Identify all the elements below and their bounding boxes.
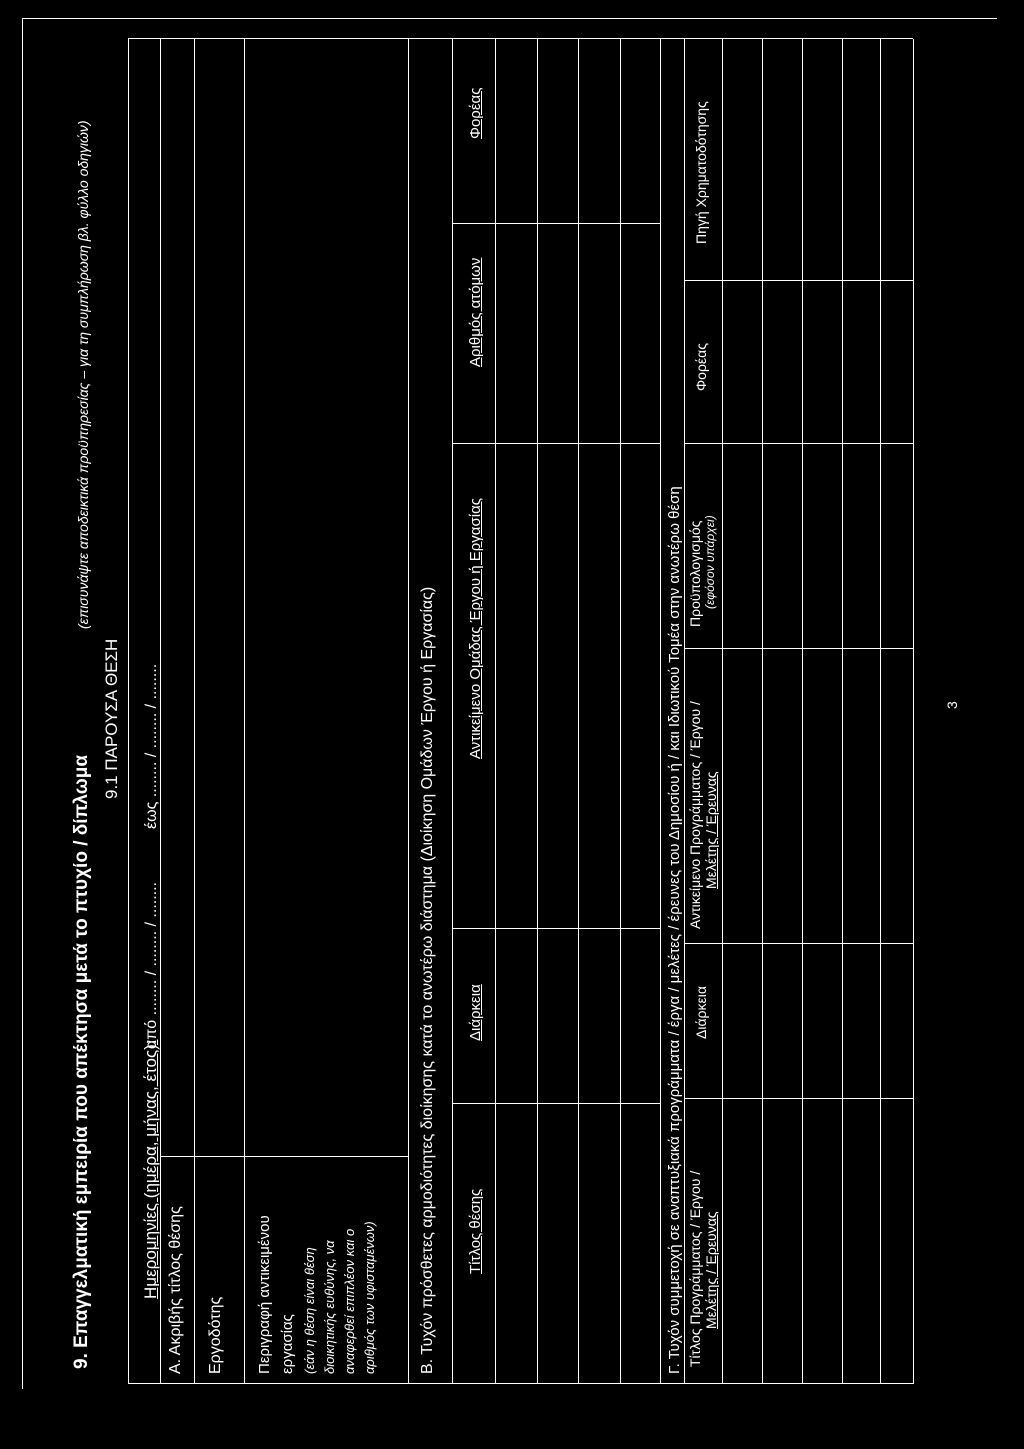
job-title-row-line bbox=[194, 39, 195, 1384]
part-b-row-line-1 bbox=[495, 39, 496, 1384]
part-b-col-subject: Αντικείμενο Ομάδας Έργου ή Εργασίας bbox=[467, 498, 484, 759]
part-b-heading-line bbox=[452, 39, 453, 1384]
dates-to: έως ........ / ........ / ........ bbox=[143, 663, 160, 829]
employer-row-line bbox=[244, 39, 245, 1384]
description-line-2: εργασίας bbox=[279, 1314, 296, 1374]
part-b-heading: Β. Τυχόν πρόσθετες αρμοδιότητες διοίκησης κατά το ανωτέρω διάστημα (Διοίκηση Ομάδων Έργου ή Εργασίας) bbox=[419, 586, 436, 1374]
part-c-col-source: Πηγή Χρηματοδότησης bbox=[693, 101, 709, 244]
section-heading: 9. Επαγγελματική εμπειρία που απέκτησα μετά το πτυχίο / δίπλωμα bbox=[71, 754, 92, 1369]
job-title-label: Α. Ακριβής τίτλος θέσης bbox=[167, 1206, 184, 1374]
description-line-4: διοικητικής ευθύνης, να bbox=[322, 1240, 337, 1374]
part-c-row-line-2 bbox=[762, 39, 763, 1384]
table-right-line bbox=[128, 38, 913, 39]
part-c-row-line-3 bbox=[802, 39, 803, 1384]
dates-from: από ........ / ........ / ........ bbox=[143, 882, 160, 1049]
description-line-5: αναφερθεί επιπλέον και ο bbox=[342, 1228, 357, 1374]
table-top-line bbox=[128, 39, 129, 1384]
frame-top-line bbox=[22, 19, 23, 1389]
part-c-col-title-1: Τίτλος Προγράμματος / Έργου / bbox=[687, 1170, 703, 1367]
part-b-col-title: Τίτλος θέσης bbox=[467, 1188, 484, 1274]
part-c-col-line-5 bbox=[684, 280, 913, 281]
frame-right-line bbox=[22, 18, 997, 19]
part-a-label-divider bbox=[160, 1156, 408, 1157]
part-b-col-line-2 bbox=[452, 928, 660, 929]
description-line-1: Περιγραφή αντικειμένου bbox=[256, 1215, 273, 1374]
page-number: 3 bbox=[944, 701, 960, 709]
part-b-row-line-2 bbox=[537, 39, 538, 1384]
part-c-col-title-2: Μελέτης / Έρευνας bbox=[703, 1211, 719, 1329]
part-b-col-agency: Φορέας bbox=[467, 87, 484, 139]
dates-row-line bbox=[160, 39, 161, 1384]
part-c-col-agency: Φορέας bbox=[693, 342, 709, 391]
part-b-col-people: Αριθμός ατόμων bbox=[467, 257, 484, 367]
part-c-col-line-1 bbox=[684, 1098, 913, 1099]
part-b-col-line-3 bbox=[452, 443, 660, 444]
part-c-col-line-3 bbox=[684, 648, 913, 649]
part-c-col-line-2 bbox=[684, 943, 913, 944]
part-c-col-subject-1: Αντικείμενο Προγράμματος / Έργου / bbox=[687, 701, 703, 929]
part-c-row-line-5 bbox=[880, 39, 881, 1384]
part-b-row-line-5 bbox=[660, 39, 661, 1384]
part-c-col-duration: Διάρκεια bbox=[693, 986, 709, 1039]
part-c-heading-line bbox=[684, 39, 685, 1384]
description-row-line bbox=[408, 39, 409, 1384]
part-c-row-line-1 bbox=[722, 39, 723, 1384]
part-c-col-line-4 bbox=[684, 443, 913, 444]
part-c-col-budget-1: Προϋπολογισμός bbox=[687, 520, 703, 627]
description-line-6: αριθμός των υφισταμένων) bbox=[362, 1221, 377, 1374]
table-left-line bbox=[128, 1383, 913, 1384]
description-line-3: (εάν η θέση είναι θέση bbox=[302, 1247, 317, 1374]
employer-label: Εργοδότης bbox=[207, 1296, 224, 1374]
part-b-col-duration: Διάρκεια bbox=[467, 984, 484, 1041]
section-instruction: (επισυνάψτε αποδεικτικά προϋπηρεσίας – για τη συμπλήρωση βλ. φύλλο οδηγιών) bbox=[75, 120, 91, 629]
dates-label: Ημερομηνίες (ημέρα, μήνας, έτος): bbox=[141, 1039, 160, 1299]
part-b-row-line-3 bbox=[578, 39, 579, 1384]
part-b-col-line-4 bbox=[452, 223, 660, 224]
part-c-row-line-4 bbox=[842, 39, 843, 1384]
part-c-col-subject-2: Μελέτης / Έρευνας bbox=[703, 771, 719, 889]
table-bottom-line bbox=[913, 39, 914, 1384]
section-subheading: 9.1 ΠΑΡΟΥΣΑ ΘΕΣΗ bbox=[102, 638, 121, 799]
part-b-row-line-4 bbox=[620, 39, 621, 1384]
part-c-heading: Γ. Τυχόν συμμετοχή σε αναπτυξιακά προγράμματα / έργα / μελέτες / έρευνες του Δημοσίου ή / και Ιδιωτικού Τομέα στην ανωτέρω θέση bbox=[666, 486, 683, 1374]
part-b-col-line-1 bbox=[452, 1103, 660, 1104]
part-c-col-budget-2: (εφόσον υπάρχει) bbox=[703, 515, 717, 609]
